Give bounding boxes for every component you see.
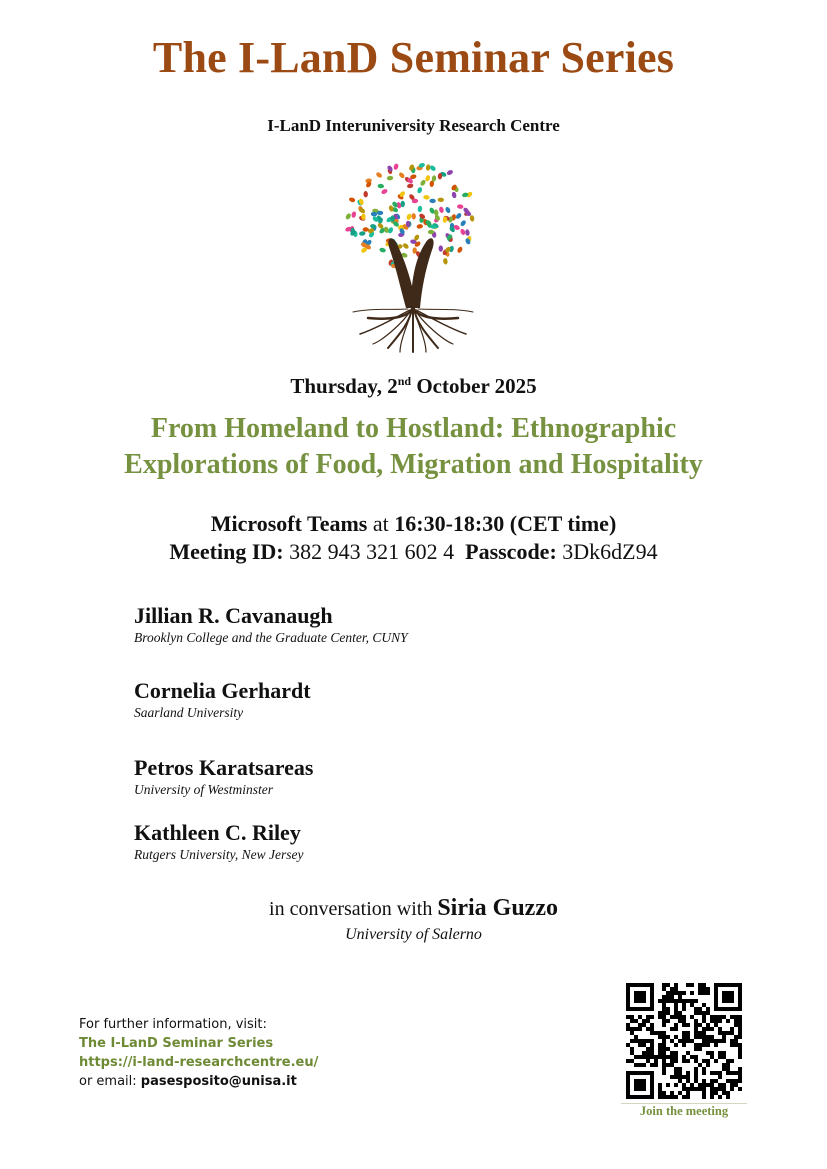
speaker <box>134 820 303 863</box>
speaker-affiliation: Rutgers University, New Jersey <box>134 847 304 862</box>
speaker-name: Petros Karatsareas <box>134 755 314 780</box>
meeting-platform-time: Microsoft Teams at 16:30-18:30 (CET time) <box>210 511 617 536</box>
moderator-line: in conversation with Siria Guzzo <box>269 895 558 921</box>
poster-title: The I-LanD Seminar Series <box>152 33 675 82</box>
website-link[interactable]: https://i-land-researchcentre.eu/ <box>79 1055 319 1070</box>
meeting-id: 382 943 321 602 4 <box>289 539 455 564</box>
qr-code[interactable] <box>626 983 742 1099</box>
talk-title <box>0 411 827 483</box>
email-line: or email: pasesposito@unisa.it <box>79 1074 297 1089</box>
speaker-name: Kathleen C. Riley <box>134 820 301 845</box>
speaker <box>134 755 313 798</box>
join-meeting-label: Join the meeting <box>639 1104 729 1118</box>
series-link[interactable]: The I-LanD Seminar Series <box>79 1036 274 1051</box>
contact-info <box>79 1015 318 1091</box>
talk-title-line: From Homeland to Hostland: Ethnographic <box>150 413 677 444</box>
speaker-affiliation: University of Westminster <box>134 782 273 797</box>
info-line: For further information, visit: <box>79 1017 267 1032</box>
speaker-affiliation: Saarland University <box>134 705 244 720</box>
talk-title-line: Explorations of Food, Migration and Hospitality <box>124 449 703 480</box>
meeting-passcode: 3Dk6dZ94 <box>562 539 658 564</box>
meeting-credentials: Meeting ID: 382 943 321 602 4 Passcode: 3Dk6dZ94 <box>169 539 658 564</box>
event-date: Thursday, 2nd October 2025 <box>290 374 537 398</box>
moderator-affiliation: University of Salerno <box>345 926 482 943</box>
speaker-name: Cornelia Gerhardt <box>134 678 311 703</box>
speaker <box>134 678 311 721</box>
email-link[interactable]: pasesposito@unisa.it <box>140 1074 297 1089</box>
organization-name: I-LanD Interuniversity Research Centre <box>267 116 560 135</box>
moderator-name: Siria Guzzo <box>437 895 558 921</box>
tree-of-hands-logo <box>338 158 488 354</box>
speaker <box>134 603 408 646</box>
speaker-affiliation: Brooklyn College and the Graduate Center, CUNY <box>134 630 408 645</box>
speaker-name: Jillian R. Cavanaugh <box>134 603 333 628</box>
